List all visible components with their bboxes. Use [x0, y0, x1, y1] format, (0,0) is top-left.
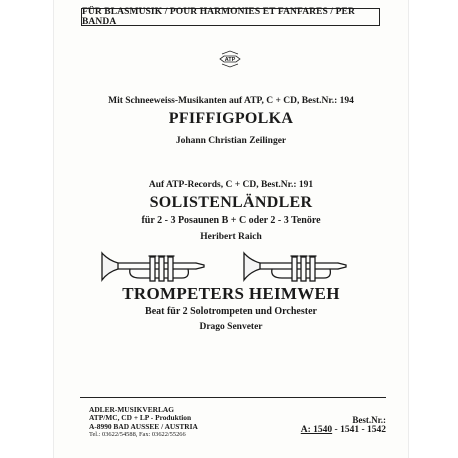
header-banner: FÜR BLASMUSIK / POUR HARMONIES ET FANFARES / PER BANDA	[81, 8, 380, 26]
logo-text: ATP	[224, 57, 236, 63]
piece3-title: TROMPETERS HEIMWEH	[122, 284, 340, 303]
publisher-line3: A-8990 BAD AUSSEE / AUSTRIA	[89, 421, 198, 431]
order-other-numbers: - 1541 - 1542	[332, 425, 386, 435]
publisher-tel: Tel.: 03622/54588, Fax: 03622/55266	[89, 431, 186, 439]
piece2-composer: Heribert Raich	[200, 232, 262, 242]
piece2-title: SOLISTENLÄNDLER	[149, 194, 313, 211]
piece3-composer: Drago Senveter	[199, 322, 263, 332]
atp-logo-icon	[219, 50, 241, 68]
order-number-block	[301, 415, 386, 435]
publisher-line2: ATP/MC, CD + LP - Produktion	[89, 413, 192, 423]
piece2-note: Auf ATP-Records, C + CD, Best.Nr.: 191	[148, 180, 314, 190]
publisher-name: ADLER-MUSIKVERLAG	[89, 405, 174, 414]
piece1-note: Mit Schneeweiss-Musikanten auf ATP, C + CD, Best.Nr.: 194	[108, 96, 354, 106]
piece1-title: PFIFFIGPOLKA	[168, 110, 294, 127]
publisher-block	[89, 406, 198, 440]
order-primary-number: A: 1540	[300, 425, 333, 435]
piece2-scoring: für 2 - 3 Posaunen B + C oder 2 - 3 Tenöre	[141, 215, 321, 226]
sheet-page	[54, 0, 408, 458]
piece3-scoring: Beat für 2 Solotrompeten und Orchester	[145, 306, 317, 317]
order-label: Best.Nr.:	[352, 415, 386, 425]
piece1-composer: Johann Christian Zeilinger	[175, 136, 287, 146]
footer	[80, 397, 386, 446]
